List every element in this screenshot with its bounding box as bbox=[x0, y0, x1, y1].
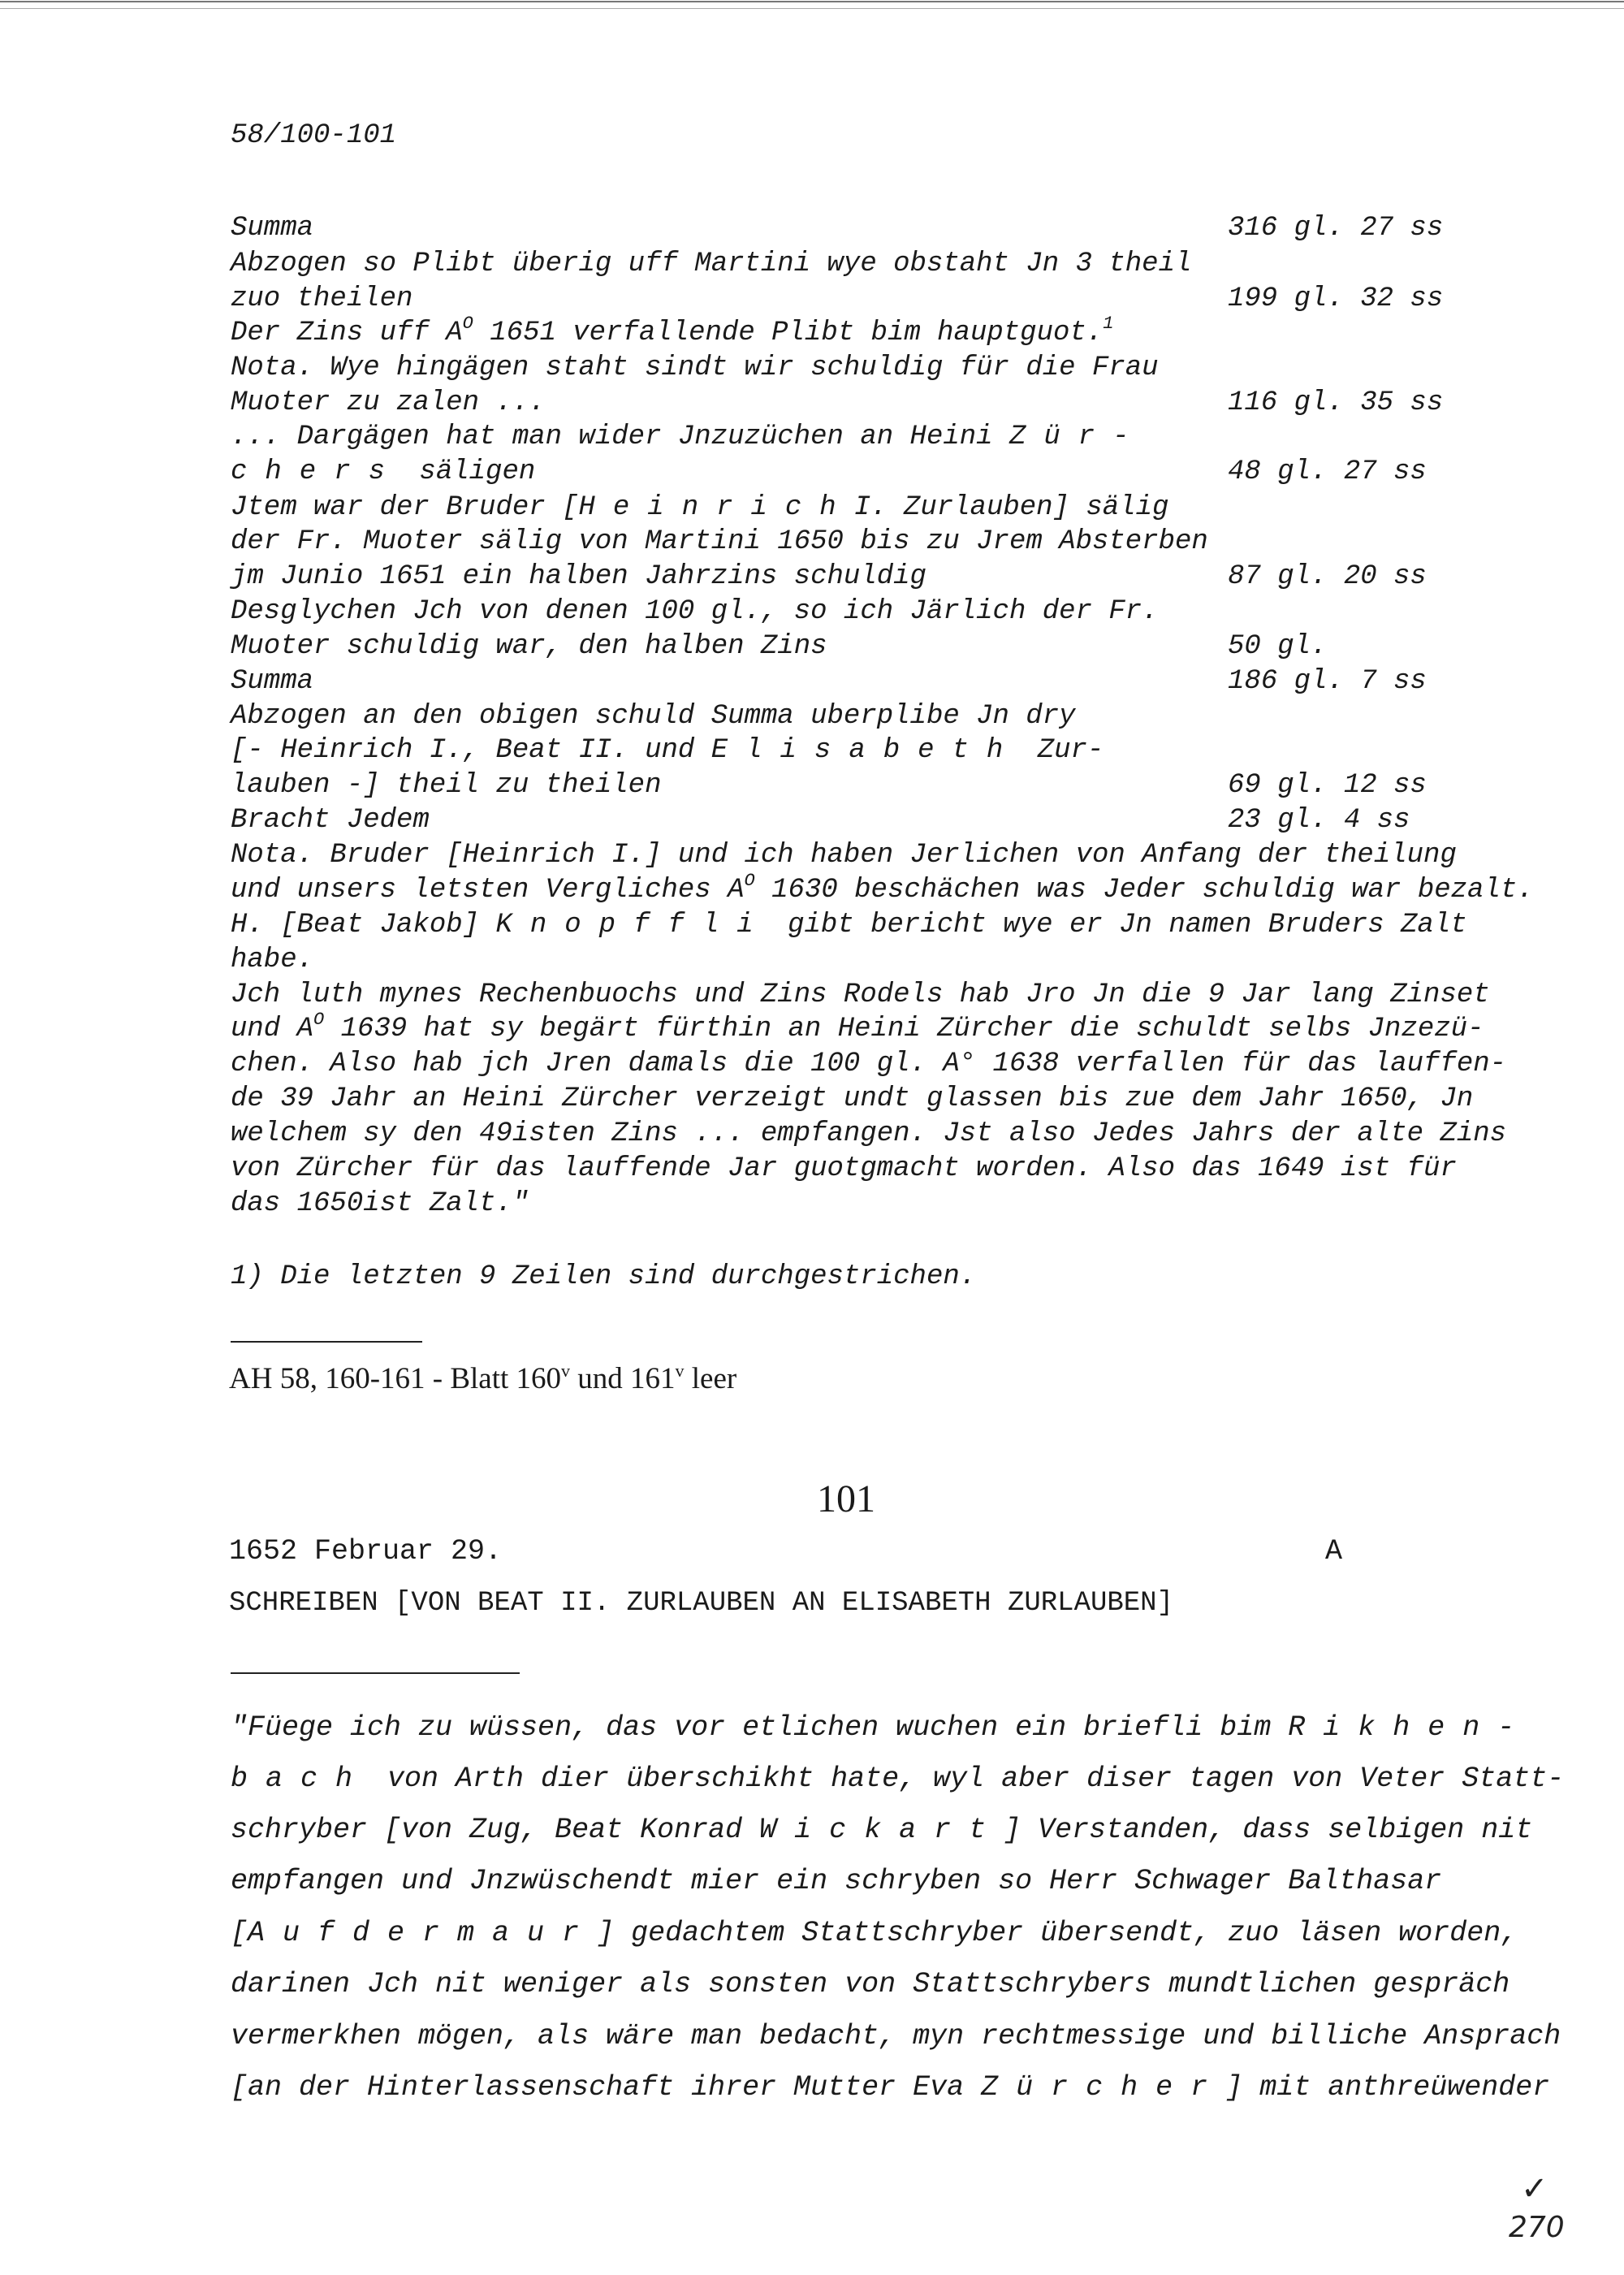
account-line bbox=[231, 871, 1534, 906]
account-text: Summa bbox=[231, 213, 314, 244]
account-text-a: Der Zins uff A bbox=[231, 318, 463, 348]
letter-line bbox=[231, 1968, 1510, 2000]
account-text: Abzogen an den obigen schuld Summa uberplibe Jn dry bbox=[231, 701, 1076, 732]
account-note: 1 bbox=[1103, 314, 1114, 334]
account-line bbox=[231, 1083, 1473, 1114]
letter-spaced: Aufdermaur bbox=[248, 1917, 598, 1949]
date-line: 1652 Februar 29. bbox=[229, 1535, 503, 1568]
account-line bbox=[231, 314, 1114, 348]
document-number: 101 bbox=[817, 1477, 875, 1520]
letter-text: darinen Jch nit weniger als sonsten von Stattschrybers mundtlichen gespräch bbox=[231, 1968, 1510, 2000]
account-line bbox=[231, 213, 313, 244]
account-amount: 48 gl. 27 ss bbox=[1228, 456, 1427, 487]
account-line bbox=[231, 1188, 529, 1219]
account-text: lauben -] theil zu theilen bbox=[231, 770, 662, 801]
letter-spaced: Rikhen- bbox=[1288, 1711, 1533, 1744]
account-line bbox=[231, 945, 313, 975]
account-spaced: Zür- bbox=[1009, 422, 1147, 452]
account-text: Muoter schuldig war, den halben Zins bbox=[231, 631, 827, 662]
letter-text-a: [ bbox=[231, 1917, 248, 1949]
account-line bbox=[231, 701, 1076, 732]
account-text-a: H. [Beat Jakob] bbox=[231, 910, 496, 941]
letter-spaced: Zürcher bbox=[981, 2071, 1226, 2104]
account-line bbox=[231, 492, 1168, 523]
leer-line bbox=[229, 1361, 736, 1396]
leer-line-sup-1: v bbox=[561, 1360, 571, 1381]
account-spaced: Heinrich bbox=[578, 492, 854, 523]
account-amount: 50 gl. bbox=[1228, 631, 1328, 662]
account-text-b: 1639 hat sy begärt fürthin an Heini Zürcher die schuldt selbs Jnzezü- bbox=[324, 1014, 1484, 1045]
account-line bbox=[231, 735, 1104, 766]
letter-text-a: schryber [von Zug, Beat Konrad bbox=[231, 1814, 760, 1846]
account-line bbox=[231, 352, 1159, 383]
account-sup: O bbox=[462, 314, 473, 334]
account-text: Muoter zu zalen ... bbox=[231, 387, 546, 418]
letter-text-b: ] gedachtem Stattschryber übersendt, zuo läsen worden, bbox=[597, 1917, 1518, 1949]
account-text-a: Jtem war der Bruder [ bbox=[231, 492, 579, 523]
account-amount: 87 gl. 20 ss bbox=[1228, 561, 1427, 592]
account-line bbox=[231, 910, 1467, 941]
date-line-marker: A bbox=[1325, 1535, 1343, 1568]
account-line bbox=[231, 840, 1457, 871]
account-text: zuo theilen bbox=[231, 283, 413, 314]
account-line bbox=[231, 1049, 1506, 1079]
leer-line-text-b: und 161 bbox=[570, 1362, 676, 1395]
account-line bbox=[231, 980, 1490, 1010]
letter-line bbox=[231, 1711, 1532, 1744]
letter-line bbox=[231, 1917, 1518, 1949]
account-spaced: Knopffli bbox=[495, 910, 771, 941]
account-line bbox=[231, 596, 1159, 627]
letter-line bbox=[231, 1865, 1441, 1897]
page-top-edge bbox=[0, 1, 1624, 2]
leer-line-text-c: leer bbox=[684, 1362, 737, 1395]
account-text-a: und A bbox=[231, 1014, 314, 1045]
account-line bbox=[231, 526, 1208, 557]
letter-text: vermerkhen mögen, als wäre man bedacht, myn rechtmessige und billiche Ansprach bbox=[231, 2020, 1561, 2052]
account-text: von Zürcher für das lauffende Jar guotgmacht worden. Also das 1649 ist für bbox=[231, 1153, 1457, 1184]
letter-text-b: ] Verstanden, dass selbigen nit bbox=[1004, 1814, 1533, 1846]
account-amount: 316 gl. 27 ss bbox=[1228, 213, 1444, 244]
letter-text-b: ] mit anthreüwender bbox=[1225, 2071, 1550, 2104]
heading-separator-rule bbox=[231, 1672, 520, 1674]
account-text-a: [- Heinrich I., Beat II. und bbox=[231, 735, 711, 766]
letter-spaced: Wickart bbox=[759, 1814, 1004, 1846]
document-heading: SCHREIBEN [VON BEAT II. ZURLAUBEN AN ELISABETH ZURLAUBEN] bbox=[229, 1588, 1173, 1619]
account-text-a: und unsers letsten Vergliches A bbox=[231, 875, 745, 906]
account-text: das 1650ist Zalt." bbox=[231, 1188, 529, 1219]
account-text-b: 1651 verfallende Plibt bim hauptguot. bbox=[473, 318, 1104, 348]
letter-text-b: von Arth dier überschikht hate, wyl aber diser tagen von Veter Statt- bbox=[370, 1762, 1565, 1795]
account-line bbox=[231, 249, 1191, 279]
account-text: Desglychen Jch von denen 100 gl., so ich Järlich der Fr. bbox=[231, 596, 1159, 627]
account-text: de 39 Jahr an Heini Zürcher verzeigt undt glassen bis zue dem Jahr 1650, Jn bbox=[231, 1083, 1474, 1114]
account-text: welchem sy den 49isten Zins ... empfangen. Jst also Jedes Jahrs der alte Zins bbox=[231, 1118, 1507, 1149]
account-text: Bracht Jedem bbox=[231, 805, 430, 836]
account-spaced: Elisabeth bbox=[710, 735, 1021, 766]
account-amount: 199 gl. 32 ss bbox=[1228, 283, 1444, 314]
account-amount: 116 gl. 35 ss bbox=[1228, 387, 1444, 418]
account-line bbox=[231, 1010, 1484, 1045]
archive-page-number: 270 bbox=[1509, 2211, 1565, 2244]
account-text: Nota. Wye hingägen staht sindt wir schuldig für die Frau bbox=[231, 352, 1159, 383]
account-line bbox=[231, 770, 662, 801]
account-text: jm Junio 1651 ein halben Jahrzins schuldig bbox=[231, 561, 926, 592]
account-line bbox=[231, 666, 313, 697]
letter-text-a: "Füege ich zu wüssen, das vor etlichen wuchen ein briefli bim bbox=[231, 1711, 1289, 1744]
account-sup: O bbox=[744, 871, 755, 891]
account-line bbox=[231, 422, 1147, 452]
account-text-b: I. Zurlauben] sälig bbox=[853, 492, 1169, 523]
letter-line bbox=[231, 1762, 1564, 1795]
account-line bbox=[231, 387, 546, 418]
account-text: chen. Also hab jch Jren damals die 100 gl. A° 1638 verfallen für das lauffen- bbox=[231, 1049, 1507, 1079]
account-text-b: 1630 beschächen was Jeder schuldig war bezalt. bbox=[754, 875, 1534, 906]
page-reference: 58/100-101 bbox=[231, 120, 397, 151]
account-amount: 186 gl. 7 ss bbox=[1228, 666, 1427, 697]
account-text: Nota. Bruder [Heinrich I.] und ich haben Jerlichen von Anfang der theilung bbox=[231, 840, 1457, 871]
letter-spaced: bach bbox=[231, 1762, 371, 1795]
account-amount: 69 gl. 12 ss bbox=[1228, 770, 1427, 801]
letter-line bbox=[231, 2020, 1561, 2052]
footnote-separator-rule bbox=[231, 1341, 422, 1343]
account-sup: O bbox=[313, 1010, 325, 1030]
account-text-b: Zur- bbox=[1021, 735, 1104, 766]
account-text: Abzogen so Plibt überig uff Martini wye obstaht Jn 3 theil bbox=[231, 249, 1192, 279]
letter-line bbox=[231, 2071, 1549, 2104]
letter-text: empfangen und Jnzwüschendt mier ein schryben so Herr Schwager Balthasar bbox=[231, 1865, 1442, 1897]
account-spaced: chers bbox=[231, 456, 404, 487]
check-mark-icon: ✓ bbox=[1521, 2170, 1548, 2208]
letter-line bbox=[231, 1814, 1532, 1846]
account-line bbox=[231, 631, 827, 662]
account-line bbox=[231, 805, 430, 836]
account-line bbox=[231, 283, 412, 314]
letter-text-a: [an der Hinterlassenschaft ihrer Mutter Eva bbox=[231, 2071, 982, 2104]
footnote: 1) Die letzten 9 Zeilen sind durchgestrichen. bbox=[231, 1261, 977, 1292]
account-line bbox=[231, 456, 535, 487]
page-top-edge-faint bbox=[0, 8, 1624, 9]
account-amount: 23 gl. 4 ss bbox=[1228, 805, 1410, 836]
account-line bbox=[231, 561, 926, 592]
leer-line-sup-2: v bbox=[675, 1360, 685, 1381]
account-text: Summa bbox=[231, 666, 314, 697]
account-line bbox=[231, 1118, 1506, 1149]
account-line bbox=[231, 1153, 1457, 1184]
account-text-b: gibt bericht wye er Jn namen Bruders Zalt bbox=[771, 910, 1467, 941]
leer-line-text-a: AH 58, 160-161 - Blatt 160 bbox=[229, 1362, 562, 1395]
account-text-b: säligen bbox=[403, 456, 536, 487]
account-text: der Fr. Muoter sälig von Martini 1650 bis zu Jrem Absterben bbox=[231, 526, 1208, 557]
account-text: Jch luth mynes Rechenbuochs und Zins Rodels hab Jro Jn die 9 Jar lang Zinset bbox=[231, 980, 1490, 1010]
account-text: habe. bbox=[231, 945, 314, 975]
account-text-a: ... Dargägen hat man wider Jnzuzüchen an Heini bbox=[231, 422, 1009, 452]
